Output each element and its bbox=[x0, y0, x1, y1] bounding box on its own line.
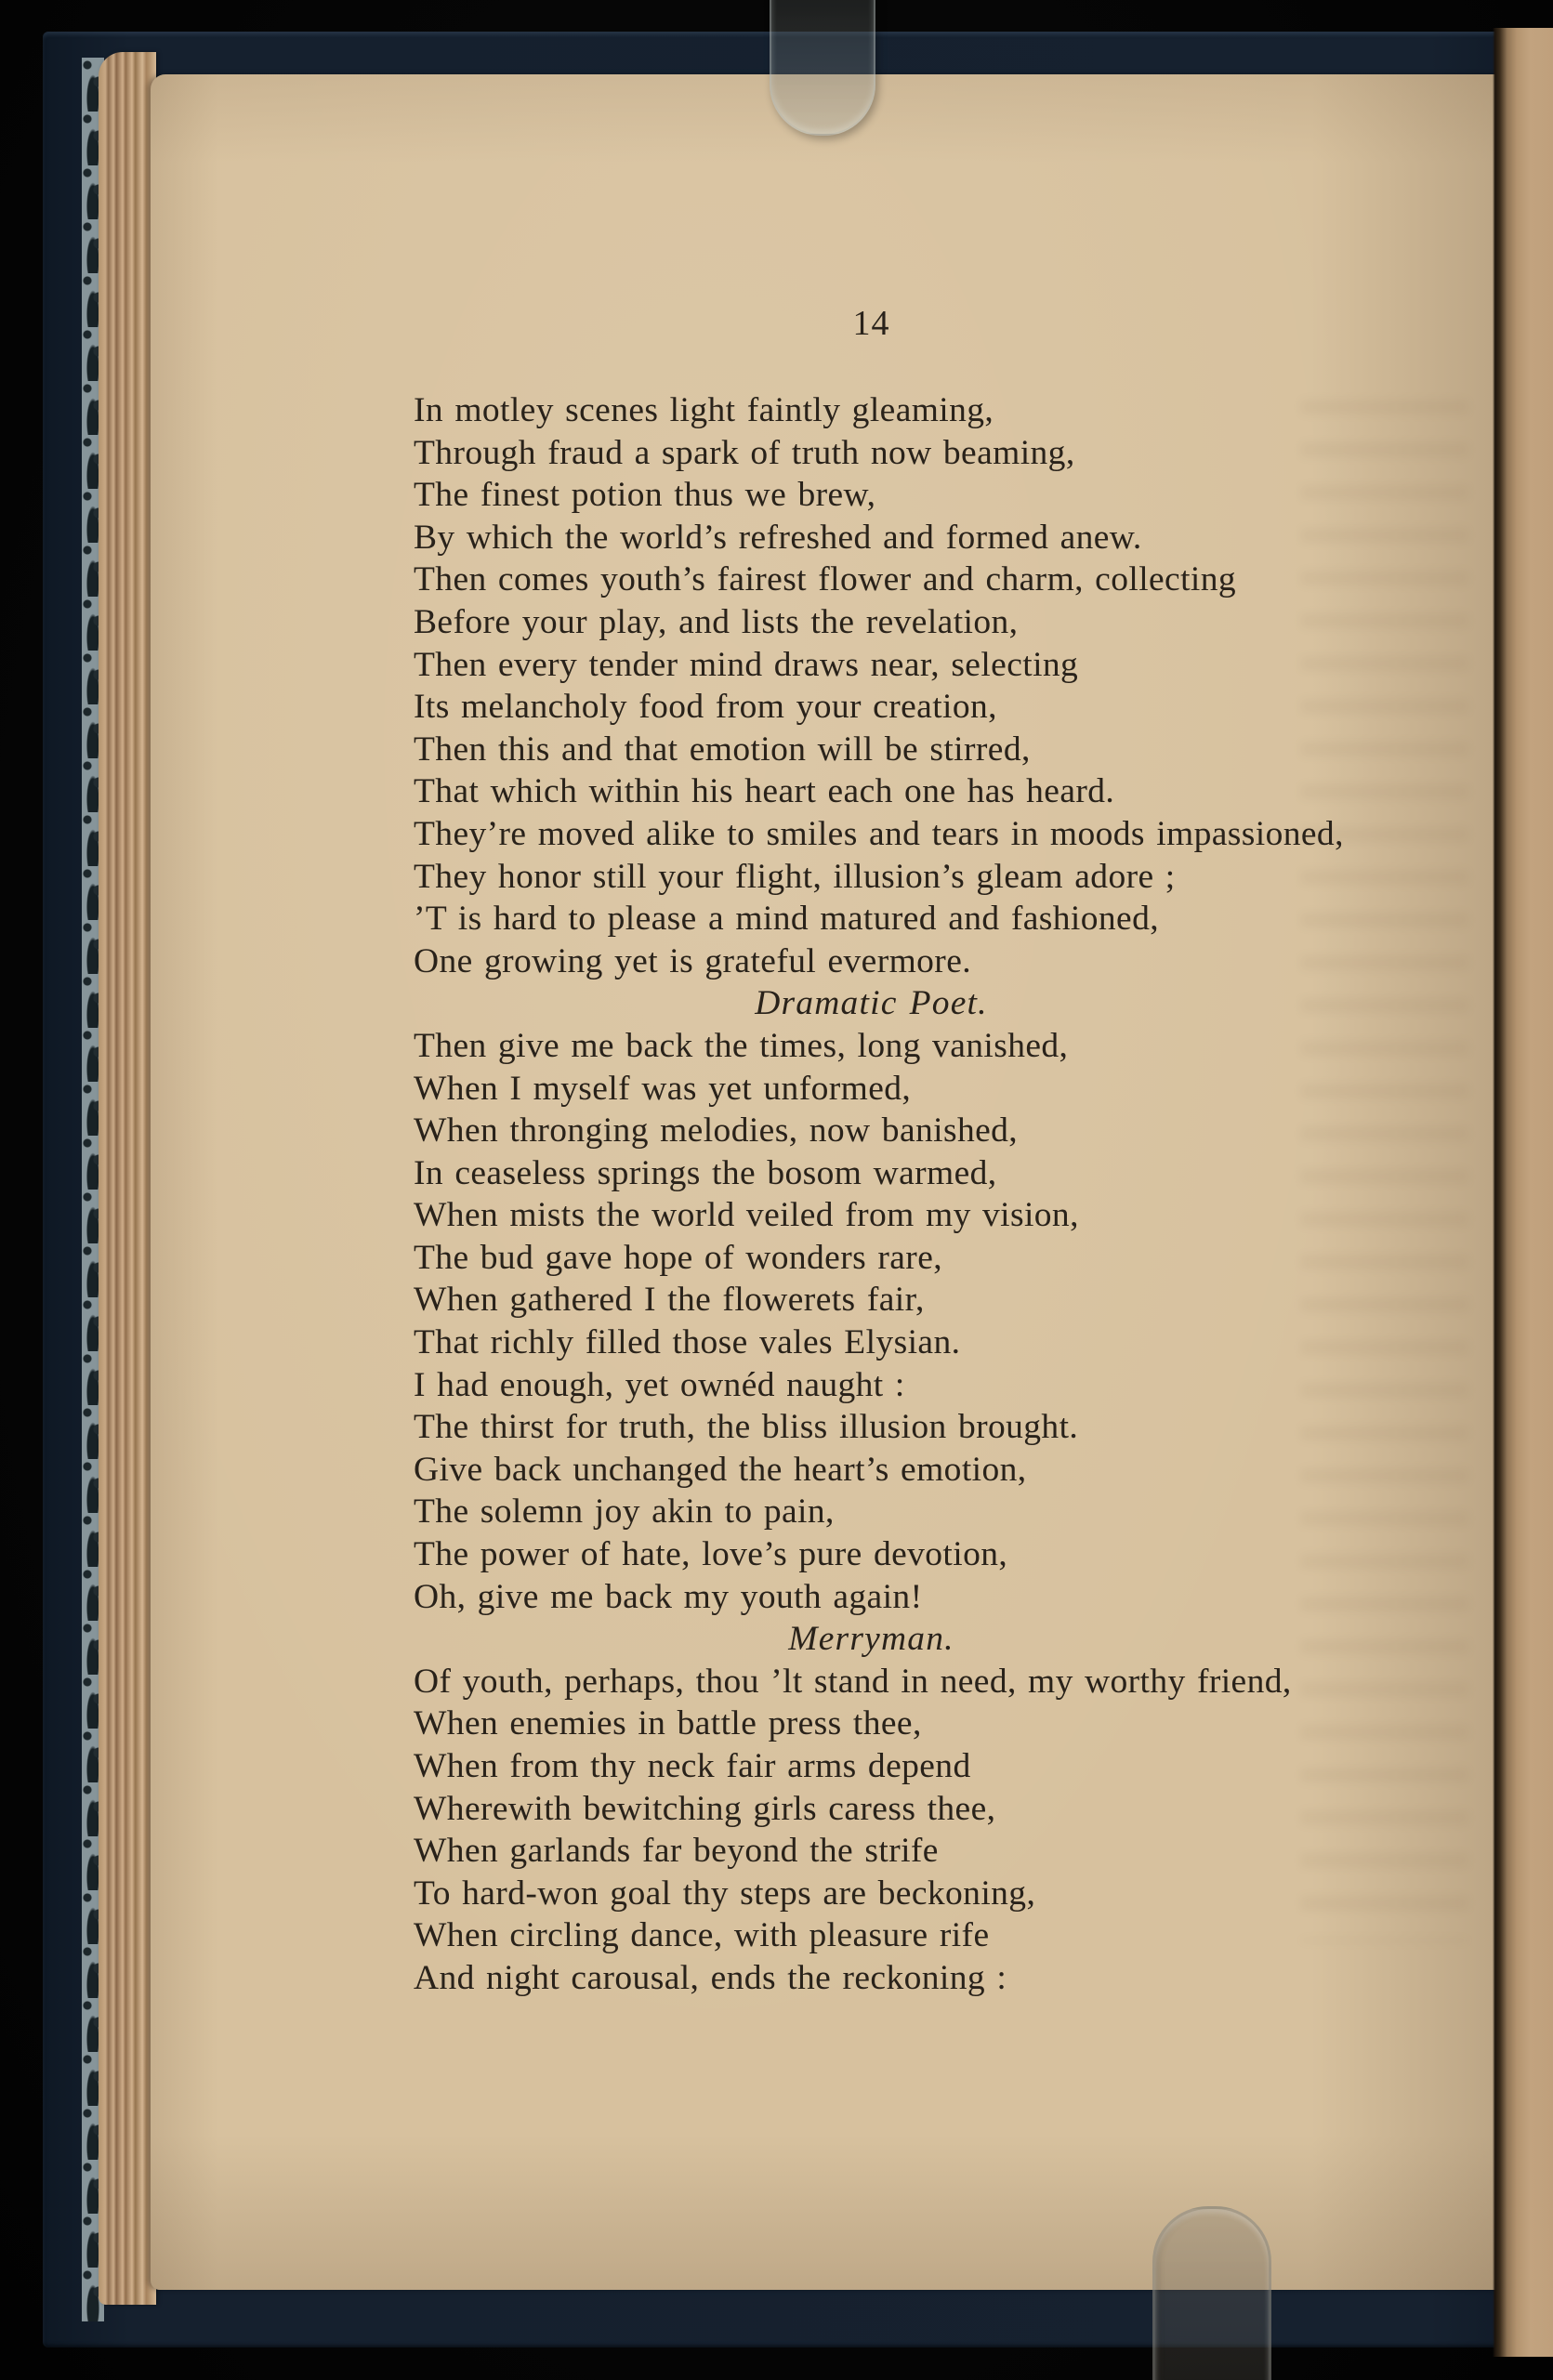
poem-line: When enemies in battle press thee, bbox=[414, 1704, 922, 1743]
page-number: 14 bbox=[852, 304, 890, 343]
poem-line: When thronging melodies, now banished, bbox=[414, 1111, 1019, 1151]
poem-line: When mists the world veiled from my vision, bbox=[414, 1196, 1079, 1235]
poem-line: When gathered I the flowerets fair, bbox=[414, 1281, 925, 1320]
poem-line: Then give me back the times, long vanished, bbox=[414, 1026, 1069, 1065]
page-holder-clamp-bottom bbox=[1152, 2206, 1271, 2380]
poem-line: The bud gave hope of wonders rare, bbox=[414, 1238, 943, 1277]
poem-line: I had enough, yet ownéd naught : bbox=[414, 1365, 905, 1404]
poem-line: Its melancholy food from your creation, bbox=[414, 688, 997, 727]
facing-page-sliver bbox=[1493, 28, 1553, 2357]
poem-line: One growing yet is grateful evermore. bbox=[414, 941, 972, 980]
poem-line: Wherewith bewitching girls caress thee, bbox=[414, 1789, 996, 1828]
poem-line: ’T is hard to please a mind matured and fashioned, bbox=[414, 900, 1160, 939]
poem-line: That richly filled those vales Elysian. bbox=[414, 1323, 961, 1362]
poem-line: And night carousal, ends the reckoning : bbox=[414, 1958, 1007, 1997]
poem-line: Oh, give me back my youth again! bbox=[414, 1577, 923, 1616]
speaker-heading: Merryman. bbox=[788, 1620, 954, 1659]
poem-line: The power of hate, love’s pure devotion, bbox=[414, 1535, 1008, 1574]
page-holder-clamp-top bbox=[770, 0, 875, 136]
poem-line: Give back unchanged the heart’s emotion, bbox=[414, 1450, 1027, 1489]
poem-line: They’re moved alike to smiles and tears in moods impassioned, bbox=[414, 814, 1344, 853]
poem-line: Then comes youth’s fairest flower and charm, collecting bbox=[414, 560, 1237, 599]
poem-line: The solemn joy akin to pain, bbox=[414, 1492, 835, 1532]
poem-line: When from thy neck fair arms depend bbox=[414, 1747, 971, 1785]
poem-line: When garlands far beyond the strife bbox=[414, 1832, 939, 1871]
poem-lines bbox=[414, 389, 1352, 2000]
poem-line: Of youth, perhaps, thou ’lt stand in need, my worthy friend, bbox=[414, 1662, 1292, 1701]
poem-line: When I myself was yet unformed, bbox=[414, 1069, 912, 1108]
poem-line: The finest potion thus we brew, bbox=[414, 476, 876, 515]
poem-line: In motley scenes light faintly gleaming, bbox=[414, 391, 994, 429]
poem-line: By which the world’s refreshed and formed anew. bbox=[414, 518, 1142, 557]
speaker-heading: Dramatic Poet. bbox=[755, 984, 988, 1023]
poem-line: The thirst for truth, the bliss illusion brought. bbox=[414, 1408, 1079, 1447]
poem-line: They honor still your flight, illusion’s gleam adore ; bbox=[414, 857, 1176, 896]
poem-line: That which within his heart each one has heard. bbox=[414, 772, 1115, 811]
poem-line: In ceaseless springs the bosom warmed, bbox=[414, 1153, 997, 1192]
page-edge-stack bbox=[99, 52, 156, 2305]
poem-line: Then this and that emotion will be stirred, bbox=[414, 730, 1031, 769]
poem-line: Then every tender mind draws near, selecting bbox=[414, 645, 1079, 684]
poem-line: Before your play, and lists the revelation, bbox=[414, 602, 1019, 641]
poem-line: When circling dance, with pleasure rife bbox=[414, 1916, 990, 1955]
poem-line: Through fraud a spark of truth now beaming, bbox=[414, 433, 1075, 472]
poem-line: To hard-won goal thy steps are beckoning, bbox=[414, 1874, 1036, 1913]
